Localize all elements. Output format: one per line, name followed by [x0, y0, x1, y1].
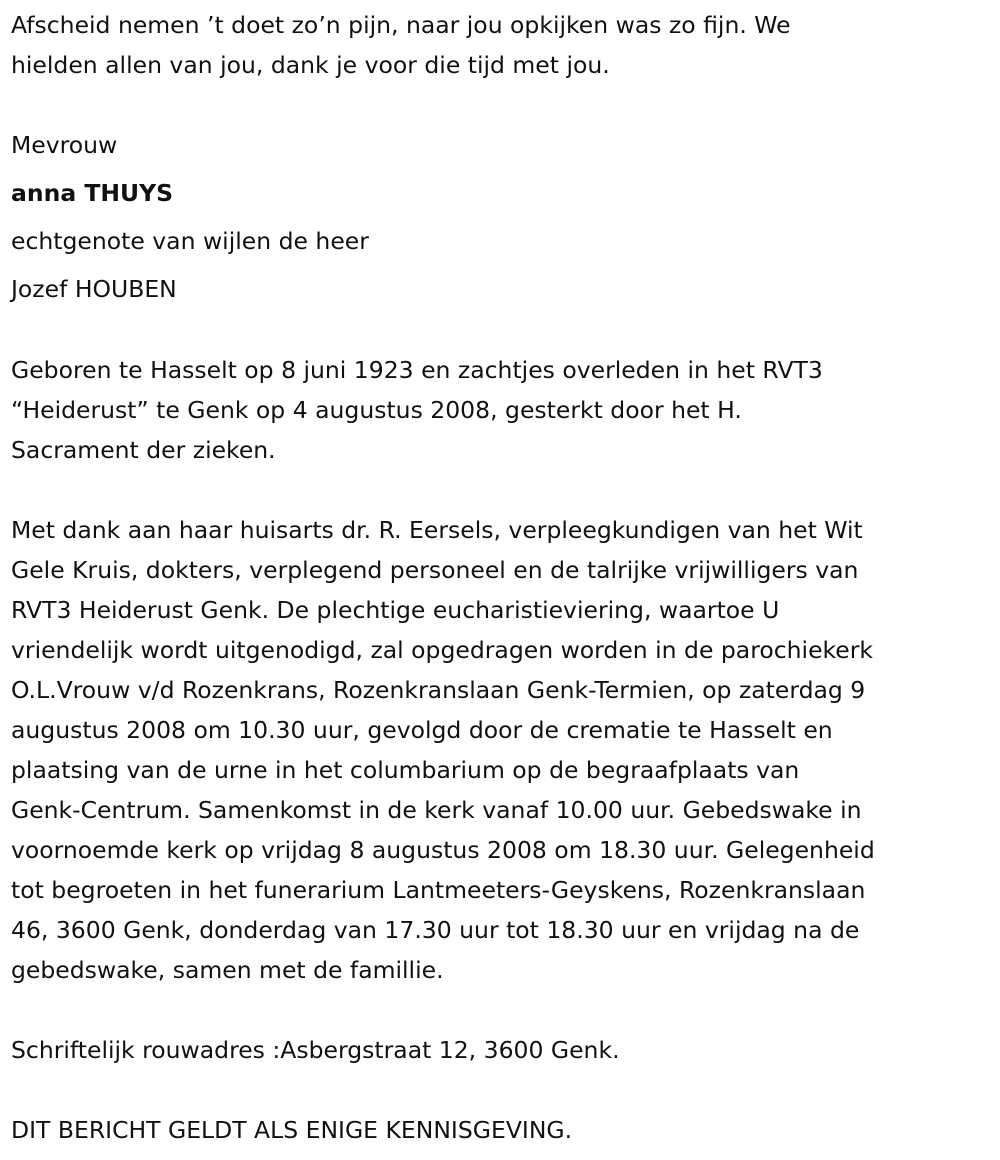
- paragraph-line: Met dank aan haar huisarts dr. R. Eersels, verpleegkundigen van het Wit: [11, 516, 863, 544]
- paragraph-line: 46, 3600 Genk, donderdag van 17.30 uur tot 18.30 uur en vrijdag na de: [11, 916, 860, 944]
- paragraph-line: “Heiderust” te Genk op 4 augustus 2008, gesterkt door het H.: [11, 396, 742, 424]
- quote-line: hielden allen van jou, dank je voor die tijd met jou.: [11, 51, 610, 79]
- paragraph-line: augustus 2008 om 10.30 uur, gevolgd door de crematie te Hasselt en: [11, 716, 833, 744]
- honorific: Mevrouw: [11, 131, 118, 159]
- paragraph-line: Genk-Centrum. Samenkomst in de kerk vanaf 10.00 uur. Gebedswake in: [11, 796, 862, 824]
- quote-line: Afscheid nemen ’t doet zo’n pijn, naar jou opkijken was zo fijn. We: [11, 11, 791, 39]
- paragraph-line: plaatsing van de urne in het columbarium op de begraafplaats van: [11, 756, 800, 784]
- opening-quote: [11, 5, 791, 85]
- address-line: Schriftelijk rouwadres :Asbergstraat 12, 3600 Genk.: [11, 1036, 620, 1064]
- paragraph-line: voornoemde kerk op vrijdag 8 augustus 2008 om 18.30 uur. Gelegenheid: [11, 836, 875, 864]
- deceased-details: [11, 121, 369, 313]
- notice-line: DIT BERICHT GELDT ALS ENIGE KENNISGEVING.: [11, 1116, 573, 1144]
- paragraph-line: tot begroeten in het funerarium Lantmeeters-Geyskens, Rozenkranslaan: [11, 876, 866, 904]
- deceased-name: anna THUYS: [11, 179, 174, 207]
- relation-text: echtgenote van wijlen de heer: [11, 227, 369, 255]
- official-notice: [11, 1110, 572, 1150]
- spouse-name: Jozef HOUBEN: [11, 275, 177, 303]
- paragraph-line: gebedswake, samen met de famillie.: [11, 956, 444, 984]
- paragraph-line: vriendelijk wordt uitgenodigd, zal opgedragen worden in de parochiekerk: [11, 636, 874, 664]
- paragraph-line: O.L.Vrouw v/d Rozenkrans, Rozenkranslaan Genk-Termien, op zaterdag 9: [11, 676, 866, 704]
- paragraph-line: Gele Kruis, dokters, verplegend personeel en de talrijke vrijwilligers van: [11, 556, 859, 584]
- paragraph-line: Geboren te Hasselt op 8 juni 1923 en zachtjes overleden in het RVT3: [11, 356, 823, 384]
- birth-death-paragraph: [11, 350, 823, 470]
- paragraph-line: RVT3 Heiderust Genk. De plechtige eucharistieviering, waartoe U: [11, 596, 780, 624]
- paragraph-line: Sacrament der zieken.: [11, 436, 276, 464]
- mourning-address: [11, 1030, 620, 1070]
- thanks-and-service-paragraph: [11, 510, 875, 990]
